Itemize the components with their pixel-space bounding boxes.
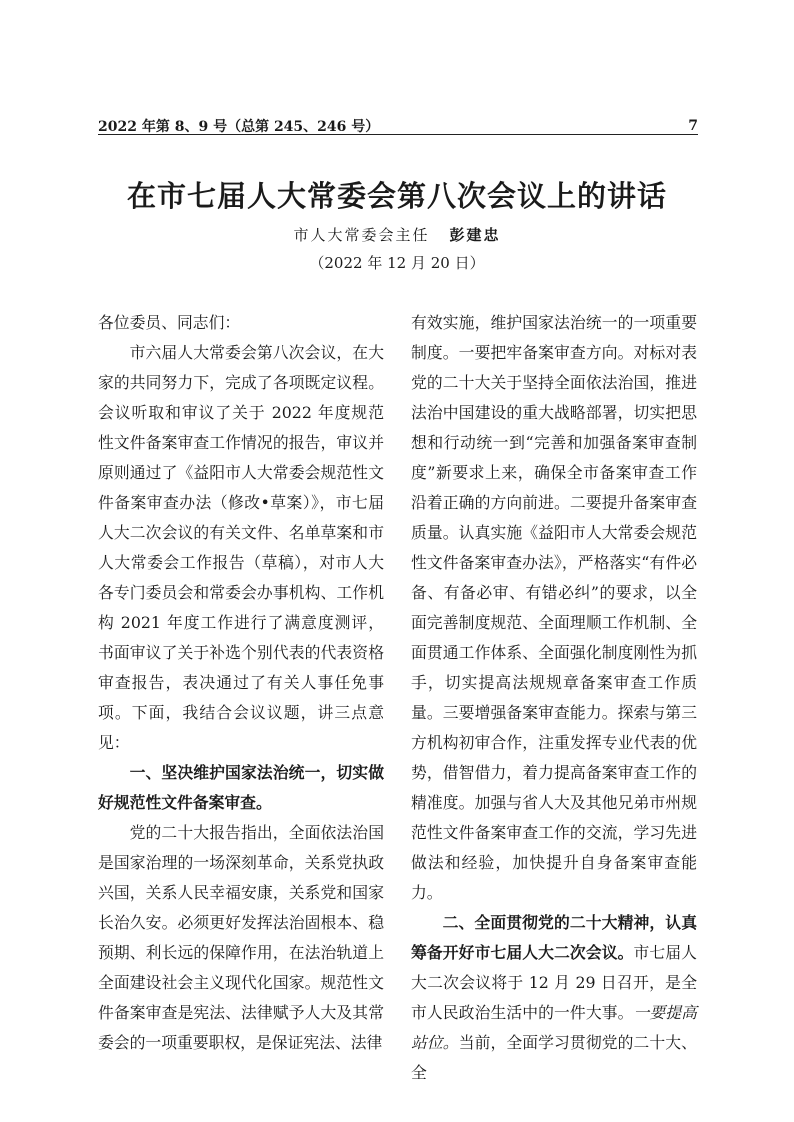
- article-title: 在市七届人大常委会第八次会议上的讲话: [126, 179, 667, 213]
- byline: [0, 224, 794, 245]
- paragraph-text: 当前，全面学习贯彻党的二十大、全: [411, 1033, 697, 1082]
- left-column: [98, 308, 384, 1058]
- section-heading: 一、坚决维护国家法治统一，切实做好规范性文件备案审查。: [98, 763, 384, 812]
- author-name: 彭建忠: [449, 226, 501, 244]
- paragraph: [411, 908, 697, 1088]
- section-heading: 二、全面贯彻党的二十大精神，认真筹备开好市七届人大二次会议。: [411, 913, 697, 962]
- emphasis-text: 一要提高站位。: [411, 1003, 697, 1052]
- running-header: [98, 116, 698, 136]
- paragraph: 市六届人大常委会第八次会议，在大家的共同努力下，完成了各项既定议程。会议听取和审议了关于 2022 年度规范性文件备案审查工作情况的报告，审议并原则通过了《益阳市人大常委会规范性文件备案审查办法（修改•草案）》，市七届人大二次会议的有关文件、名单草案和市人大常委会工作报告（草稿），对市人大各专门委员会和常委会办事机构、工作机构 2021 年度工作进行了满意度测评，书面审议了关于补选个别代表的代表资格审查报告，表决通过了有关人事任免事项。下面，我结合会议议题，讲三点意见：: [98, 343, 384, 752]
- speech-date: （2022 年 12 月 20 日）: [309, 254, 485, 272]
- author-role: 市人大常委会主任: [293, 226, 430, 244]
- paragraph: 党的二十大报告指出，全面依法治国是国家治理的一场深刻革命，关系党执政兴国，关系人民幸福安康，关系党和国家长治久安。必须更好发挥法治固根本、稳预期、利长远的保障作用，在法治轨道上全面建设社会主义现代化国家。规范性文件备案审查是宪法、法律赋予人大及其常委会的一项重要职权，是保证宪法、法律: [98, 823, 384, 1052]
- right-column: [411, 308, 697, 1088]
- header-divider: [98, 134, 698, 135]
- issue-info: 2022 年第 8、9 号（总第 245、246 号）: [98, 119, 380, 135]
- paragraph-text: 市七届人大二次会议将于 12 月 29 日召开，是全市人民政治生活中的一件大事。: [411, 943, 697, 1022]
- paragraph: 有效实施，维护国家法治统一的一项重要制度。一要把牢备案审查方向。对标对表党的二十大关于坚持全面依法治国，推进法治中国建设的重大战略部署，切实把思想和行动统一到“完善和加强备案审查制度”新要求上来，确保全市备案审查工作沿着正确的方向前进。二要提升备案审查质量。认真实施《益阳市人大常委会规范性文件备案审查办法》，严格落实“有件必备、有备必审、有错必纠”的要求，以全面完善制度规范、全面理顺工作机制、全面贯通工作体系、全面强化制度刚性为抓手，切实提高法规规章备案审查工作质量。三要增强备案审查能力。探索与第三方机构初审合作，注重发挥专业代表的优势，借智借力，着力提高备案审查工作的精准度。加强与省人大及其他兄弟市州规范性文件备案审查工作的交流，学习先进做法和经验，加快提升自身备案审查能力。: [411, 313, 697, 902]
- salutation: 各位委员、同志们：: [98, 313, 241, 332]
- page-number: 7: [688, 118, 698, 134]
